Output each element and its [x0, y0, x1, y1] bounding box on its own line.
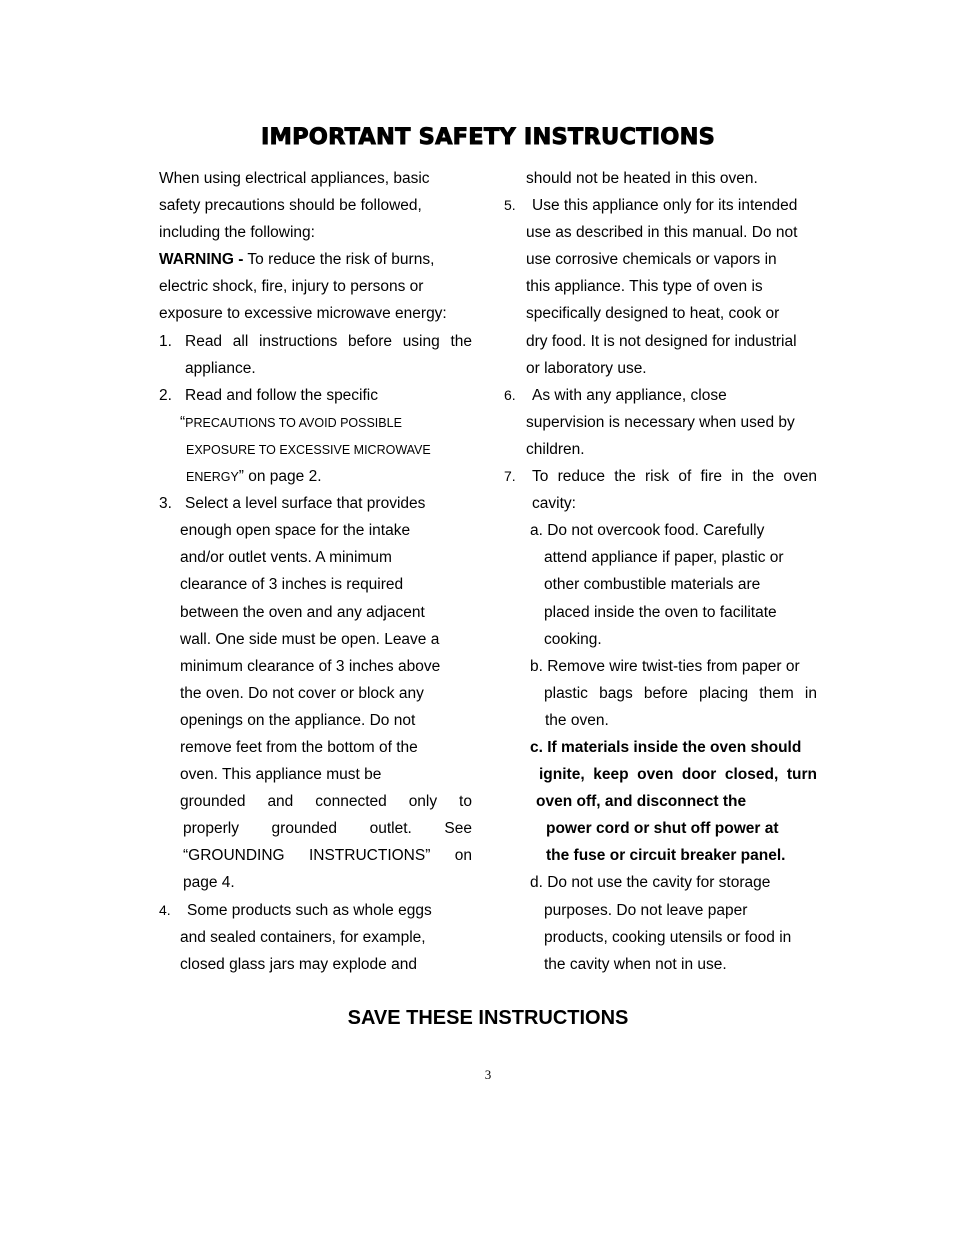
item-text-line: enough open space for the intake	[180, 522, 411, 540]
item-text: Read all instructions before using the	[185, 332, 472, 350]
item-text-line: openings on the appliance. Do not	[180, 711, 416, 729]
item-text-line: cavity:	[532, 495, 576, 513]
list-item-4	[159, 897, 472, 924]
item-text-line: properly grounded outlet. See	[183, 820, 472, 838]
sub-item-text-line: ignite, keep oven door closed, turn	[539, 766, 817, 784]
list-item-1	[159, 328, 472, 355]
item-text-line: or laboratory use.	[526, 359, 647, 377]
item-text: Use this appliance only for its intended	[532, 197, 798, 215]
item-number: 2.	[159, 386, 172, 404]
item-text: To reduce the risk of fire in the oven	[532, 468, 817, 486]
sub-item-text-line: cooking.	[544, 630, 602, 648]
item-text-line: dry food. It is not designed for industrial	[526, 332, 797, 350]
sub-item-text-line: attend appliance if paper, plastic or	[544, 549, 784, 567]
warning-label: WARNING -	[159, 251, 244, 269]
sub-item-text-line: other combustible materials are	[544, 576, 761, 594]
item-text: Read and follow the specific	[185, 386, 379, 404]
item-number: 1.	[159, 332, 172, 350]
sub-item-text-line: the oven.	[545, 711, 609, 729]
list-item-7	[504, 463, 817, 490]
sub-item-b: b. Remove wire twist-ties from paper or	[530, 657, 800, 675]
sub-item-a: a. Do not overcook food. Carefully	[530, 522, 765, 540]
list-item-5	[504, 192, 817, 219]
sub-item-text-line: plastic bags before placing them in	[544, 684, 817, 702]
intro-line: When using electrical appliances, basic	[159, 170, 430, 187]
item-text-line: supervision is necessary when used by	[526, 413, 795, 431]
item-text-line: between the oven and any adjacent	[180, 603, 425, 621]
page-title: IMPORTANT SAFETY INSTRUCTIONS	[260, 124, 716, 150]
item-number: 7.	[504, 468, 516, 485]
sub-item-c: c. If materials inside the oven should	[530, 738, 802, 756]
sub-item-d: d. Do not use the cavity for storage	[530, 874, 771, 892]
left-column	[159, 165, 472, 978]
item-text-line: children.	[526, 440, 585, 458]
sub-item-text-line: purposes. Do not leave paper	[544, 901, 748, 919]
right-column	[504, 165, 817, 978]
item-text-line	[159, 436, 472, 463]
sub-item-text-line: power cord or shut off power at	[546, 820, 779, 838]
list-item-3	[159, 490, 472, 517]
save-instructions-heading: SAVE THESE INSTRUCTIONS	[347, 1007, 629, 1029]
warning-line: exposure to excessive microwave energy:	[159, 305, 447, 323]
item-text: As with any appliance, close	[532, 386, 727, 404]
item-number: 6.	[504, 386, 516, 403]
quote-mark: “	[180, 413, 186, 431]
small-caps-text: ENERGY	[186, 470, 239, 485]
item-text-line: appliance.	[185, 359, 256, 377]
item-text-line: the oven. Do not cover or block any	[180, 684, 424, 702]
small-caps-text: PRECAUTIONS TO AVOID POSSIBLE	[185, 415, 402, 430]
sub-item-text-line: oven off, and disconnect the	[536, 793, 747, 811]
sub-item-text-line: the cavity when not in use.	[544, 955, 727, 973]
item-text-line: and sealed containers, for example,	[180, 928, 426, 946]
intro-line: including the following:	[159, 224, 315, 242]
item-text-line: clearance of 3 inches is required	[180, 576, 404, 594]
item-text-line: specifically designed to heat, cook or	[526, 305, 780, 323]
sub-item-text-line: products, cooking utensils or food in	[544, 928, 792, 946]
list-item-2	[159, 382, 472, 409]
item-text-line: page 4.	[183, 874, 235, 892]
warning-line	[159, 246, 472, 273]
item-text-line: “GROUNDING INSTRUCTIONS” on	[183, 847, 472, 865]
item-text-line: oven. This appliance must be	[180, 766, 382, 784]
sub-item-text-line: placed inside the oven to facilitate	[544, 603, 777, 621]
item-text: ” on page 2.	[238, 468, 322, 486]
sub-item-text-line: the fuse or circuit breaker panel.	[546, 847, 786, 865]
item-text-line: wall. One side must be open. Leave a	[180, 630, 440, 648]
small-caps-text: EXPOSURE TO EXCESSIVE MICROWAVE	[186, 442, 431, 457]
item-text-line: use corrosive chemicals or vapors in	[526, 251, 777, 269]
intro-line: safety precautions should be followed,	[159, 197, 422, 215]
item-number: 3.	[159, 495, 172, 513]
item-text-line: grounded and connected only to	[180, 793, 472, 811]
item-text: Select a level surface that provides	[185, 495, 426, 513]
warning-text: To reduce the risk of burns,	[243, 251, 435, 269]
list-item-6	[504, 382, 817, 409]
item-text: Some products such as whole eggs	[187, 901, 432, 919]
item-text-line	[159, 409, 472, 436]
item-text-line: remove feet from the bottom of the	[180, 738, 418, 756]
continued-line: should not be heated in this oven.	[526, 170, 758, 187]
page-number: 3	[484, 1067, 492, 1082]
item-text-line: this appliance. This type of oven is	[526, 278, 763, 296]
item-text-line: and/or outlet vents. A minimum	[180, 549, 392, 567]
item-text-line: use as described in this manual. Do not	[526, 224, 798, 242]
item-text-line: closed glass jars may explode and	[180, 955, 417, 973]
warning-line: electric shock, fire, injury to persons or	[159, 278, 424, 296]
item-number: 5.	[504, 197, 516, 214]
item-text-line: minimum clearance of 3 inches above	[180, 657, 441, 675]
item-number: 4.	[159, 901, 171, 918]
item-text-line	[159, 463, 472, 490]
